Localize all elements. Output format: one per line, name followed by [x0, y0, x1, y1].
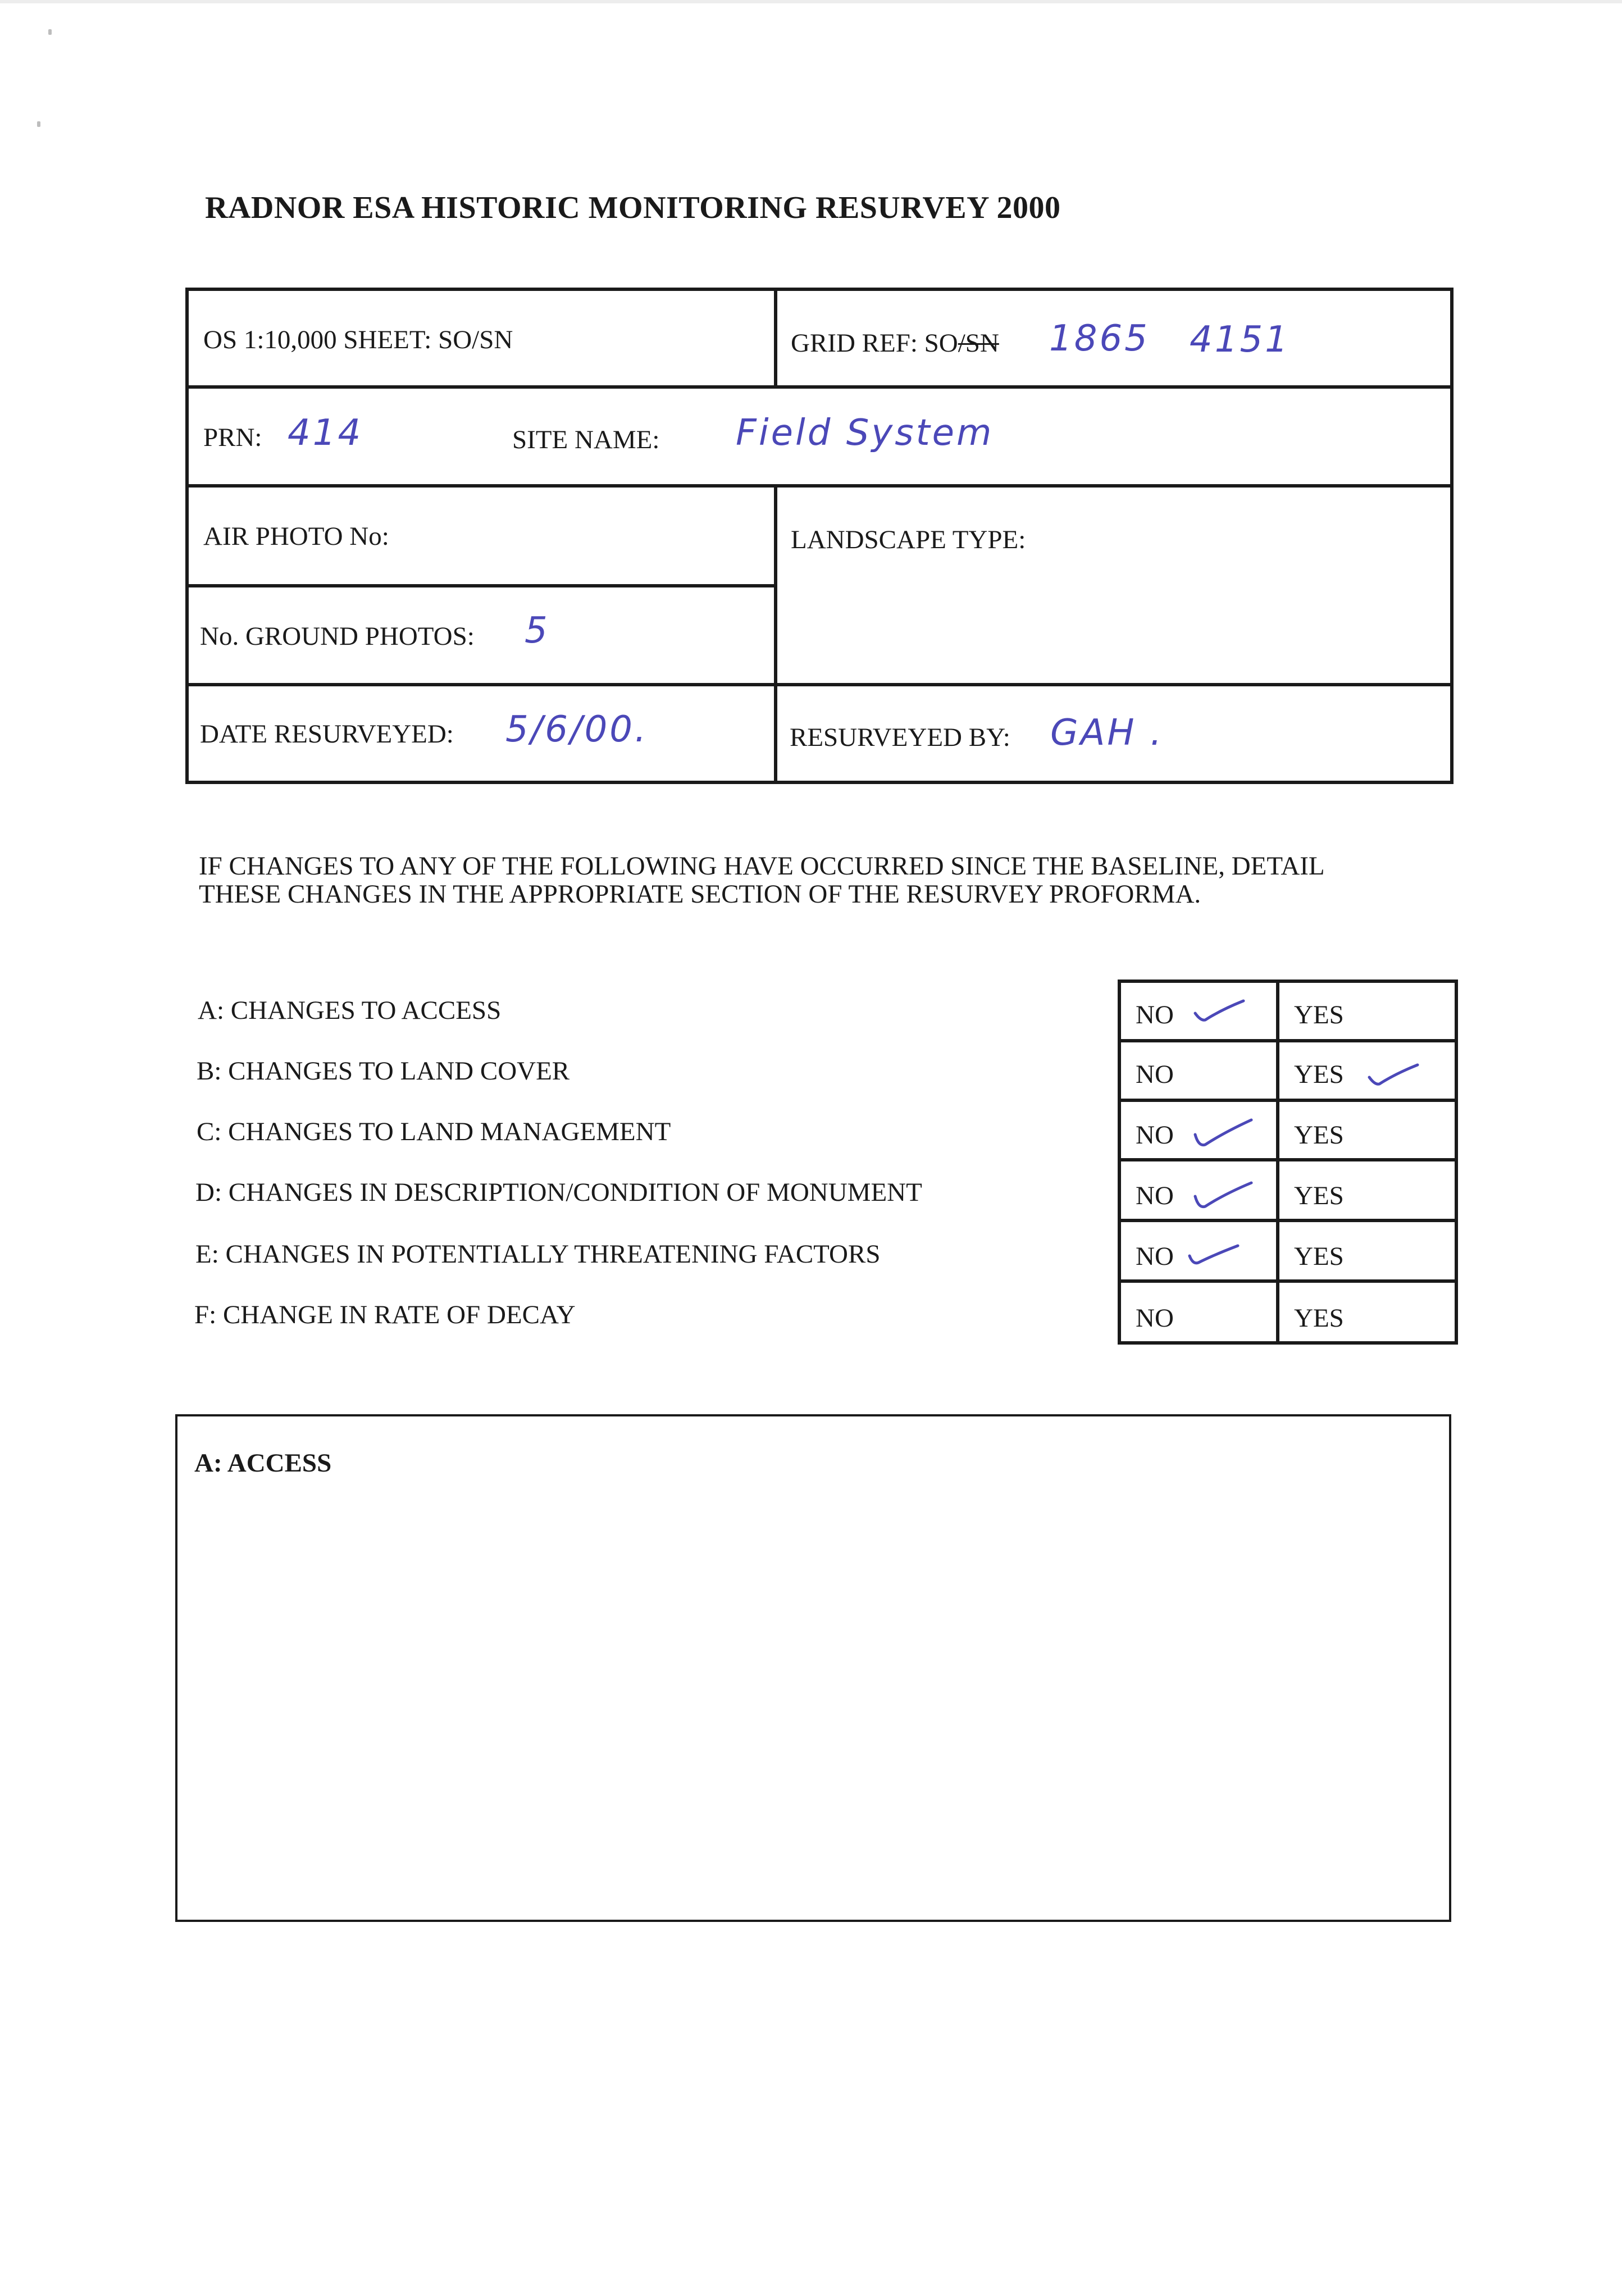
scan-edge	[0, 0, 1622, 3]
instructions-line-1: IF CHANGES TO ANY OF THE FOLLOWING HAVE OCCURRED SINCE THE BASELINE, DETAIL	[199, 851, 1325, 881]
change-b-label: B: CHANGES TO LAND COVER	[197, 1056, 570, 1086]
scan-speck	[37, 121, 40, 127]
checkmark-icon	[1193, 1179, 1255, 1211]
change-a-no-cell[interactable]: NO	[1118, 980, 1279, 1042]
change-b-no-cell[interactable]: NO	[1118, 1039, 1279, 1102]
change-c-label: C: CHANGES TO LAND MANAGEMENT	[197, 1117, 671, 1146]
change-a-label: A: CHANGES TO ACCESS	[198, 996, 502, 1025]
prn-value[interactable]: 414	[288, 412, 363, 454]
change-a-yes-cell[interactable]: YES	[1276, 980, 1458, 1042]
row-divider	[185, 484, 1454, 488]
grid-ref-northing[interactable]: 4151	[1190, 319, 1290, 361]
form-title: RADNOR ESA HISTORIC MONITORING RESURVEY 2000	[205, 190, 1061, 225]
date-resurveyed-value[interactable]: 5/6/00.	[505, 709, 649, 750]
access-section-box[interactable]	[175, 1414, 1451, 1922]
checkmark-icon	[1367, 1062, 1421, 1087]
grid-ref-struck: /SN	[958, 329, 999, 358]
instructions-line-2: THESE CHANGES IN THE APPROPRIATE SECTION OF THE RESURVEY PROFORMA.	[199, 880, 1201, 909]
column-divider	[774, 288, 777, 388]
change-e-no-cell[interactable]: NO	[1118, 1219, 1279, 1283]
scan-speck	[48, 29, 52, 35]
ground-photos-label: No. GROUND PHOTOS:	[200, 622, 475, 651]
os-sheet-label: OS 1:10,000 SHEET: SO/SN	[203, 325, 513, 354]
change-e-yes-cell[interactable]: YES	[1276, 1219, 1458, 1283]
resurveyed-by-label: RESURVEYED BY:	[790, 723, 1010, 752]
air-photo-label: AIR PHOTO No:	[203, 522, 389, 551]
access-section-title: A: ACCESS	[194, 1448, 332, 1478]
ground-photos-value[interactable]: 5	[525, 610, 550, 652]
row-divider	[185, 584, 775, 587]
grid-ref-label: GRID REF: SO/SN	[791, 329, 999, 358]
site-name-label: SITE NAME:	[512, 425, 660, 454]
landscape-type-label: LANDSCAPE TYPE:	[791, 525, 1026, 554]
change-f-no-cell[interactable]: NO	[1118, 1279, 1279, 1345]
change-b-yes-cell[interactable]: YES	[1276, 1039, 1458, 1102]
checkmark-icon	[1186, 1242, 1242, 1267]
change-d-label: D: CHANGES IN DESCRIPTION/CONDITION OF MONUMENT	[195, 1178, 922, 1207]
row-divider	[185, 683, 1454, 686]
change-f-label: F: CHANGE IN RATE OF DECAY	[194, 1300, 576, 1329]
change-c-no-cell[interactable]: NO	[1118, 1099, 1279, 1161]
change-f-yes-cell[interactable]: YES	[1276, 1279, 1458, 1345]
resurveyed-by-value[interactable]: GAH .	[1050, 712, 1164, 754]
change-e-label: E: CHANGES IN POTENTIALLY THREATENING FACTORS	[195, 1240, 881, 1269]
change-d-yes-cell[interactable]: YES	[1276, 1158, 1458, 1222]
prn-label: PRN:	[203, 423, 262, 452]
change-c-yes-cell[interactable]: YES	[1276, 1099, 1458, 1161]
change-d-no-cell[interactable]: NO	[1118, 1158, 1279, 1222]
checkmark-icon	[1193, 999, 1247, 1024]
column-divider	[774, 484, 777, 784]
site-name-value[interactable]: Field System	[736, 412, 994, 454]
date-resurveyed-label: DATE RESURVEYED:	[200, 719, 454, 749]
grid-ref-easting[interactable]: 1865	[1049, 318, 1150, 359]
checkmark-icon	[1193, 1118, 1255, 1149]
row-divider	[185, 385, 1454, 389]
